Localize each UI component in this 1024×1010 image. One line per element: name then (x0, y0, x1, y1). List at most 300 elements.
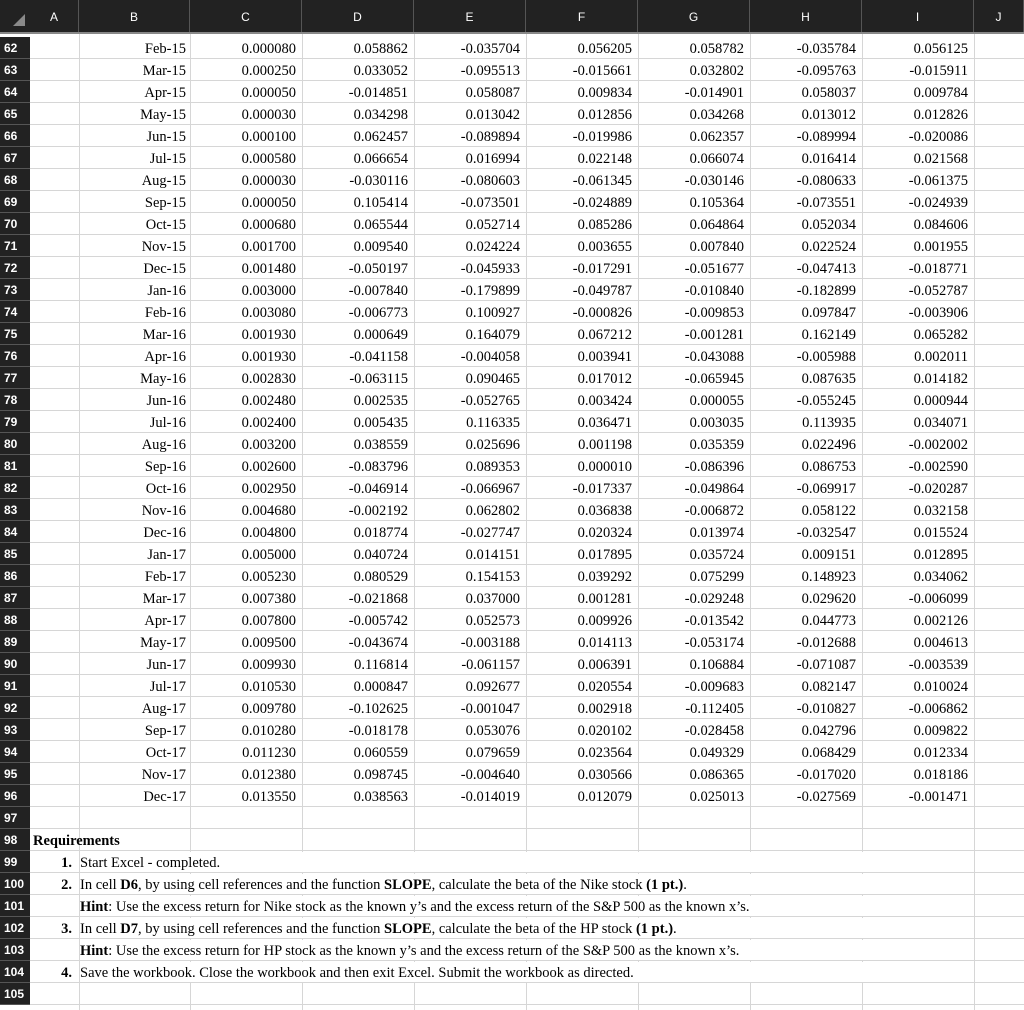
cell-sp500-return[interactable]: 0.003424 (577, 393, 632, 409)
cell-month[interactable]: Jun-16 (146, 393, 186, 409)
row-header-83[interactable]: 83 (0, 499, 30, 521)
cell-hp-return[interactable]: 0.052573 (465, 613, 520, 629)
cell-rf-rate[interactable]: 0.002480 (241, 393, 296, 409)
cell-rf-rate[interactable]: 0.002830 (241, 371, 296, 387)
cell-hp-return[interactable]: 0.024224 (465, 239, 520, 255)
column-header-i[interactable]: I (862, 0, 974, 32)
cell-rf-rate[interactable]: 0.002950 (241, 481, 296, 497)
cell-hp-excess[interactable]: -0.069917 (796, 481, 856, 497)
cell-rf-rate[interactable]: 0.004680 (241, 503, 296, 519)
cell-sp500-return[interactable]: -0.024889 (572, 195, 632, 211)
cell-nike-excess[interactable]: 0.066074 (689, 151, 744, 167)
cell-hp-excess[interactable]: 0.097847 (801, 305, 856, 321)
cell-hp-excess[interactable]: 0.013012 (801, 107, 856, 123)
cell-hp-excess[interactable]: 0.086753 (801, 459, 856, 475)
cell-sp500-return[interactable]: 0.003655 (577, 239, 632, 255)
cell-sp500-excess[interactable]: 0.004613 (913, 635, 968, 651)
cell-nike-excess[interactable]: 0.105364 (689, 195, 744, 211)
cell-nike-return[interactable]: -0.046914 (348, 481, 408, 497)
cell-hp-excess[interactable]: -0.047413 (796, 261, 856, 277)
cell-nike-return[interactable]: -0.021868 (348, 591, 408, 607)
row-header-98[interactable]: 98 (0, 829, 30, 851)
cell-nike-excess[interactable]: 0.025013 (689, 789, 744, 805)
cell-nike-excess[interactable]: 0.035359 (689, 437, 744, 453)
column-header-e[interactable]: E (414, 0, 526, 32)
cell-sp500-return[interactable]: 0.085286 (577, 217, 632, 233)
cell-hp-return[interactable]: 0.014151 (465, 547, 520, 563)
cell-hp-excess[interactable]: 0.113935 (802, 415, 856, 431)
cell-sp500-return[interactable]: 0.022148 (577, 151, 632, 167)
cell-sp500-return[interactable]: -0.049787 (572, 283, 632, 299)
cell-sp500-return[interactable]: 0.000010 (577, 459, 632, 475)
cell-rf-rate[interactable]: 0.000050 (241, 85, 296, 101)
cell-sp500-return[interactable]: 0.017012 (577, 371, 632, 387)
cell-rf-rate[interactable]: 0.001480 (241, 261, 296, 277)
cell-nike-return[interactable]: 0.033052 (353, 63, 408, 79)
cell-sp500-excess[interactable]: -0.002002 (908, 437, 968, 453)
cell-sp500-return[interactable]: 0.001198 (578, 437, 632, 453)
cell-hp-excess[interactable]: 0.082147 (801, 679, 856, 695)
row-header-103[interactable]: 103 (0, 939, 30, 961)
cell-hp-return[interactable]: -0.080603 (460, 173, 520, 189)
cell-month[interactable]: Jul-17 (149, 679, 186, 695)
cell-nike-excess[interactable]: -0.028458 (684, 723, 744, 739)
cell-hp-return[interactable]: 0.164079 (465, 327, 520, 343)
cell-hp-excess[interactable]: 0.068429 (801, 745, 856, 761)
cell-sp500-return[interactable]: -0.061345 (572, 173, 632, 189)
cell-sp500-excess[interactable]: 0.056125 (913, 41, 968, 57)
cell-hp-return[interactable]: 0.037000 (465, 591, 520, 607)
row-header-105[interactable]: 105 (0, 983, 30, 1005)
row-header-73[interactable]: 73 (0, 279, 30, 301)
cell-hp-excess[interactable]: -0.095763 (796, 63, 856, 79)
cell-sp500-excess[interactable]: 0.021568 (913, 151, 968, 167)
cell-nike-excess[interactable]: -0.049864 (684, 481, 744, 497)
cell-hp-return[interactable]: -0.004058 (460, 349, 520, 365)
row-header-97[interactable]: 97 (0, 807, 30, 829)
cell-sp500-excess[interactable]: -0.006099 (908, 591, 968, 607)
cell-nike-return[interactable]: 0.018774 (353, 525, 408, 541)
cell-nike-return[interactable]: -0.014851 (348, 85, 408, 101)
row-header-91[interactable]: 91 (0, 675, 30, 697)
cell-rf-rate[interactable]: 0.002400 (241, 415, 296, 431)
cell-rf-rate[interactable]: 0.000100 (241, 129, 296, 145)
cell-sp500-return[interactable]: 0.009834 (577, 85, 632, 101)
cell-nike-excess[interactable]: -0.053174 (684, 635, 744, 651)
cell-sp500-return[interactable]: 0.009926 (577, 613, 632, 629)
column-header-g[interactable]: G (638, 0, 750, 32)
cell-rf-rate[interactable]: 0.007800 (241, 613, 296, 629)
cell-rf-rate[interactable]: 0.001930 (241, 327, 296, 343)
row-header-88[interactable]: 88 (0, 609, 30, 631)
cell-nike-excess[interactable]: -0.006872 (684, 503, 744, 519)
cell-nike-return[interactable]: 0.034298 (353, 107, 408, 123)
cell-month[interactable]: Mar-16 (142, 327, 186, 343)
cell-sp500-excess[interactable]: -0.003539 (908, 657, 968, 673)
cell-sp500-excess[interactable]: -0.020287 (908, 481, 968, 497)
cell-nike-return[interactable]: -0.006773 (348, 305, 408, 321)
cell-rf-rate[interactable]: 0.009930 (241, 657, 296, 673)
cell-nike-return[interactable]: 0.062457 (353, 129, 408, 145)
cell-sp500-excess[interactable]: 0.012895 (913, 547, 968, 563)
cell-sp500-return[interactable]: 0.020324 (577, 525, 632, 541)
cell-month[interactable]: Feb-17 (144, 569, 186, 585)
cell-month[interactable]: Mar-15 (142, 63, 186, 79)
cell-month[interactable]: Jun-17 (146, 657, 186, 673)
cell-month[interactable]: May-15 (140, 107, 186, 123)
cell-nike-excess[interactable]: 0.035724 (689, 547, 744, 563)
cell-nike-return[interactable]: -0.063115 (349, 371, 408, 387)
cell-nike-excess[interactable]: 0.064864 (689, 217, 744, 233)
cell-nike-excess[interactable]: -0.112405 (685, 701, 744, 717)
cell-nike-return[interactable]: 0.002535 (353, 393, 408, 409)
cell-sp500-excess[interactable]: -0.003906 (908, 305, 968, 321)
cell-nike-excess[interactable]: -0.010840 (684, 283, 744, 299)
column-header-f[interactable]: F (526, 0, 638, 32)
cell-nike-excess[interactable]: 0.007840 (689, 239, 744, 255)
cell-nike-return[interactable]: -0.018178 (348, 723, 408, 739)
cell-rf-rate[interactable]: 0.005000 (241, 547, 296, 563)
cell-nike-return[interactable]: 0.038563 (353, 789, 408, 805)
cell-rf-rate[interactable]: 0.010280 (241, 723, 296, 739)
cell-sp500-return[interactable]: -0.015661 (572, 63, 632, 79)
cell-rf-rate[interactable]: 0.000680 (241, 217, 296, 233)
cell-rf-rate[interactable]: 0.003000 (241, 283, 296, 299)
cell-month[interactable]: Dec-16 (143, 525, 186, 541)
cell-hp-return[interactable]: -0.014019 (460, 789, 520, 805)
cell-hp-excess[interactable]: 0.022496 (801, 437, 856, 453)
row-header-79[interactable]: 79 (0, 411, 30, 433)
cell-hp-excess[interactable]: 0.058122 (801, 503, 856, 519)
column-header-d[interactable]: D (302, 0, 414, 32)
row-header-76[interactable]: 76 (0, 345, 30, 367)
column-header-a[interactable]: A (30, 0, 79, 32)
cell-nike-return[interactable]: 0.098745 (353, 767, 408, 783)
cell-month[interactable]: May-16 (140, 371, 186, 387)
cell-hp-return[interactable]: 0.013042 (465, 107, 520, 123)
cell-month[interactable]: Oct-15 (145, 217, 186, 233)
cell-hp-excess[interactable]: -0.032547 (796, 525, 856, 541)
cell-sp500-excess[interactable]: 0.014182 (913, 371, 968, 387)
cell-nike-excess[interactable]: 0.075299 (689, 569, 744, 585)
cell-nike-excess[interactable]: -0.043088 (684, 349, 744, 365)
cell-rf-rate[interactable]: 0.000080 (241, 41, 296, 57)
cell-hp-excess[interactable]: -0.017020 (796, 767, 856, 783)
cell-sp500-excess[interactable]: 0.034071 (913, 415, 968, 431)
cell-nike-excess[interactable]: -0.013542 (684, 613, 744, 629)
cell-sp500-return[interactable]: 0.002918 (577, 701, 632, 717)
cell-sp500-excess[interactable]: -0.061375 (908, 173, 968, 189)
cell-hp-excess[interactable]: 0.052034 (801, 217, 856, 233)
cell-nike-return[interactable]: 0.116814 (354, 657, 408, 673)
cell-hp-return[interactable]: -0.003188 (460, 635, 520, 651)
row-header-94[interactable]: 94 (0, 741, 30, 763)
cell-hp-excess[interactable]: 0.044773 (801, 613, 856, 629)
cell-sp500-return[interactable]: 0.003941 (577, 349, 632, 365)
cell-month[interactable]: Dec-17 (143, 789, 186, 805)
cell-rf-rate[interactable]: 0.012380 (241, 767, 296, 783)
cell-rf-rate[interactable]: 0.000580 (241, 151, 296, 167)
cell-sp500-return[interactable]: 0.014113 (578, 635, 632, 651)
cell-nike-excess[interactable]: 0.106884 (689, 657, 744, 673)
cell-month[interactable]: Dec-15 (143, 261, 186, 277)
cell-sp500-return[interactable]: 0.020102 (577, 723, 632, 739)
cell-sp500-excess[interactable]: 0.009822 (913, 723, 968, 739)
cell-hp-return[interactable]: -0.004640 (460, 767, 520, 783)
cell-sp500-excess[interactable]: 0.001955 (913, 239, 968, 255)
cell-month[interactable]: Nov-17 (141, 767, 186, 783)
cell-nike-return[interactable]: -0.041158 (349, 349, 408, 365)
cell-hp-excess[interactable]: -0.055245 (796, 393, 856, 409)
cell-sp500-excess[interactable]: 0.002126 (913, 613, 968, 629)
row-header-87[interactable]: 87 (0, 587, 30, 609)
cell-month[interactable]: Sep-15 (144, 195, 186, 211)
cell-sp500-excess[interactable]: -0.002590 (908, 459, 968, 475)
cell-month[interactable]: Apr-17 (144, 613, 186, 629)
cell-sp500-excess[interactable]: -0.015911 (909, 63, 968, 79)
row-header-100[interactable]: 100 (0, 873, 30, 895)
cell-nike-return[interactable]: 0.105414 (353, 195, 408, 211)
row-header-104[interactable]: 104 (0, 961, 30, 983)
cell-sp500-excess[interactable]: -0.052787 (908, 283, 968, 299)
cell-sp500-excess[interactable]: -0.018771 (908, 261, 968, 277)
cell-hp-excess[interactable]: -0.080633 (796, 173, 856, 189)
row-header-86[interactable]: 86 (0, 565, 30, 587)
cell-hp-return[interactable]: 0.090465 (465, 371, 520, 387)
cell-sp500-excess[interactable]: 0.015524 (913, 525, 968, 541)
cell-hp-return[interactable]: -0.066967 (460, 481, 520, 497)
cell-hp-return[interactable]: 0.025696 (465, 437, 520, 453)
cell-month[interactable]: Jun-15 (146, 129, 186, 145)
cell-hp-excess[interactable]: 0.162149 (801, 327, 856, 343)
cell-rf-rate[interactable]: 0.005230 (241, 569, 296, 585)
cell-nike-return[interactable]: -0.050197 (348, 261, 408, 277)
cell-hp-return[interactable]: 0.062802 (465, 503, 520, 519)
cell-month[interactable]: Aug-16 (141, 437, 186, 453)
cell-sp500-excess[interactable]: 0.034062 (913, 569, 968, 585)
cell-nike-return[interactable]: 0.038559 (353, 437, 408, 453)
cell-sp500-excess[interactable]: 0.000944 (913, 393, 968, 409)
cell-hp-return[interactable]: -0.045933 (460, 261, 520, 277)
cell-nike-excess[interactable]: 0.013974 (689, 525, 744, 541)
row-header-80[interactable]: 80 (0, 433, 30, 455)
cell-sp500-return[interactable]: -0.019986 (572, 129, 632, 145)
row-header-64[interactable]: 64 (0, 81, 30, 103)
cell-sp500-return[interactable]: 0.036471 (577, 415, 632, 431)
cell-nike-return[interactable]: -0.030116 (349, 173, 408, 189)
cell-rf-rate[interactable]: 0.000050 (241, 195, 296, 211)
cell-nike-return[interactable]: 0.060559 (353, 745, 408, 761)
cell-hp-excess[interactable]: -0.089994 (796, 129, 856, 145)
row-header-71[interactable]: 71 (0, 235, 30, 257)
cell-hp-return[interactable]: 0.092677 (465, 679, 520, 695)
cell-nike-return[interactable]: -0.007840 (348, 283, 408, 299)
cell-sp500-excess[interactable]: -0.006862 (908, 701, 968, 717)
cell-hp-return[interactable]: 0.089353 (465, 459, 520, 475)
cell-nike-excess[interactable]: 0.032802 (689, 63, 744, 79)
cell-nike-return[interactable]: -0.005742 (348, 613, 408, 629)
cell-nike-excess[interactable]: 0.049329 (689, 745, 744, 761)
column-header-h[interactable]: H (750, 0, 862, 32)
row-header-99[interactable]: 99 (0, 851, 30, 873)
row-header-69[interactable]: 69 (0, 191, 30, 213)
row-header-82[interactable]: 82 (0, 477, 30, 499)
cell-sp500-excess[interactable]: 0.012826 (913, 107, 968, 123)
cell-sp500-excess[interactable]: 0.018186 (913, 767, 968, 783)
cell-month[interactable]: Aug-17 (141, 701, 186, 717)
cell-nike-excess[interactable]: -0.009853 (684, 305, 744, 321)
cell-hp-excess[interactable]: 0.029620 (801, 591, 856, 607)
cell-rf-rate[interactable]: 0.010530 (241, 679, 296, 695)
cell-nike-excess[interactable]: 0.000055 (689, 393, 744, 409)
cell-month[interactable]: Apr-15 (144, 85, 186, 101)
cell-hp-excess[interactable]: 0.009151 (801, 547, 856, 563)
cell-sp500-return[interactable]: 0.006391 (577, 657, 632, 673)
cell-rf-rate[interactable]: 0.011230 (242, 745, 296, 761)
cell-month[interactable]: Jan-16 (147, 283, 186, 299)
cell-nike-excess[interactable]: 0.003035 (689, 415, 744, 431)
cell-hp-return[interactable]: 0.154153 (465, 569, 520, 585)
row-header-93[interactable]: 93 (0, 719, 30, 741)
cell-hp-return[interactable]: -0.027747 (460, 525, 520, 541)
cell-nike-excess[interactable]: -0.014901 (684, 85, 744, 101)
cell-month[interactable]: Aug-15 (141, 173, 186, 189)
cell-hp-return[interactable]: -0.179899 (460, 283, 520, 299)
cell-hp-return[interactable]: 0.053076 (465, 723, 520, 739)
cell-rf-rate[interactable]: 0.000250 (241, 63, 296, 79)
cell-sp500-excess[interactable]: -0.020086 (908, 129, 968, 145)
cell-rf-rate[interactable]: 0.013550 (241, 789, 296, 805)
cell-hp-return[interactable]: -0.095513 (460, 63, 520, 79)
cell-rf-rate[interactable]: 0.009780 (241, 701, 296, 717)
cell-hp-excess[interactable]: -0.182899 (796, 283, 856, 299)
cell-nike-excess[interactable]: -0.051677 (684, 261, 744, 277)
cell-nike-return[interactable]: -0.043674 (348, 635, 408, 651)
cell-hp-excess[interactable]: -0.027569 (796, 789, 856, 805)
cell-sp500-excess[interactable]: -0.001471 (908, 789, 968, 805)
cell-nike-excess[interactable]: 0.086365 (689, 767, 744, 783)
cell-nike-excess[interactable]: -0.029248 (684, 591, 744, 607)
row-header-101[interactable]: 101 (0, 895, 30, 917)
row-header-70[interactable]: 70 (0, 213, 30, 235)
cell-hp-excess[interactable]: -0.073551 (796, 195, 856, 211)
cell-rf-rate[interactable]: 0.000030 (241, 173, 296, 189)
cell-nike-excess[interactable]: 0.062357 (689, 129, 744, 145)
cell-sp500-return[interactable]: 0.030566 (577, 767, 632, 783)
column-header-j[interactable]: J (974, 0, 1024, 32)
cell-month[interactable]: Jan-17 (147, 547, 186, 563)
cell-hp-return[interactable]: -0.089894 (460, 129, 520, 145)
cell-rf-rate[interactable]: 0.002600 (241, 459, 296, 475)
row-header-66[interactable]: 66 (0, 125, 30, 147)
cell-sp500-excess[interactable]: 0.032158 (913, 503, 968, 519)
cell-sp500-excess[interactable]: 0.010024 (913, 679, 968, 695)
cell-month[interactable]: Feb-15 (144, 41, 186, 57)
cell-rf-rate[interactable]: 0.004800 (241, 525, 296, 541)
cell-month[interactable]: Sep-17 (144, 723, 186, 739)
cell-sp500-excess[interactable]: 0.002011 (914, 349, 968, 365)
row-header-72[interactable]: 72 (0, 257, 30, 279)
row-header-90[interactable]: 90 (0, 653, 30, 675)
column-header-b[interactable]: B (79, 0, 190, 32)
cell-hp-return[interactable]: -0.061157 (461, 657, 520, 673)
cell-month[interactable]: Sep-16 (144, 459, 186, 475)
cell-sp500-return[interactable]: -0.000826 (572, 305, 632, 321)
cell-nike-excess[interactable]: -0.001281 (684, 327, 744, 343)
row-header-63[interactable]: 63 (0, 59, 30, 81)
cell-sp500-return[interactable]: 0.067212 (577, 327, 632, 343)
cell-hp-excess[interactable]: -0.012688 (796, 635, 856, 651)
cell-hp-return[interactable]: 0.016994 (465, 151, 520, 167)
cell-month[interactable]: Oct-16 (145, 481, 186, 497)
cell-hp-excess[interactable]: 0.042796 (801, 723, 856, 739)
cell-hp-return[interactable]: 0.116335 (466, 415, 520, 431)
row-header-89[interactable]: 89 (0, 631, 30, 653)
cell-hp-return[interactable]: -0.001047 (460, 701, 520, 717)
cell-nike-return[interactable]: 0.058862 (353, 41, 408, 57)
cell-hp-excess[interactable]: 0.058037 (801, 85, 856, 101)
cell-sp500-excess[interactable]: 0.012334 (913, 745, 968, 761)
cell-sp500-excess[interactable]: -0.024939 (908, 195, 968, 211)
cell-sp500-return[interactable]: 0.017895 (577, 547, 632, 563)
cell-sp500-excess[interactable]: 0.084606 (913, 217, 968, 233)
cell-hp-return[interactable]: 0.052714 (465, 217, 520, 233)
row-header-74[interactable]: 74 (0, 301, 30, 323)
cell-hp-excess[interactable]: -0.035784 (796, 41, 856, 57)
row-header-81[interactable]: 81 (0, 455, 30, 477)
select-all-corner[interactable] (0, 0, 30, 32)
cell-nike-return[interactable]: 0.065544 (353, 217, 408, 233)
row-header-65[interactable]: 65 (0, 103, 30, 125)
cell-sp500-excess[interactable]: 0.065282 (913, 327, 968, 343)
cell-hp-return[interactable]: 0.100927 (465, 305, 520, 321)
cell-sp500-return[interactable]: 0.012079 (577, 789, 632, 805)
row-header-92[interactable]: 92 (0, 697, 30, 719)
cell-sp500-return[interactable]: 0.023564 (577, 745, 632, 761)
cell-sp500-excess[interactable]: 0.009784 (913, 85, 968, 101)
row-header-85[interactable]: 85 (0, 543, 30, 565)
cell-nike-return[interactable]: 0.000847 (353, 679, 408, 695)
cell-nike-return[interactable]: 0.080529 (353, 569, 408, 585)
row-header-77[interactable]: 77 (0, 367, 30, 389)
column-header-c[interactable]: C (190, 0, 302, 32)
cell-hp-return[interactable]: 0.079659 (465, 745, 520, 761)
row-header-78[interactable]: 78 (0, 389, 30, 411)
cell-nike-return[interactable]: 0.040724 (353, 547, 408, 563)
cell-month[interactable]: Nov-16 (141, 503, 186, 519)
row-header-62[interactable]: 62 (0, 37, 30, 59)
cell-hp-excess[interactable]: -0.071087 (796, 657, 856, 673)
cell-sp500-return[interactable]: 0.039292 (577, 569, 632, 585)
cell-rf-rate[interactable]: 0.001930 (241, 349, 296, 365)
cell-hp-return[interactable]: 0.058087 (465, 85, 520, 101)
cell-hp-excess[interactable]: 0.022524 (801, 239, 856, 255)
cell-nike-return[interactable]: -0.083796 (348, 459, 408, 475)
cell-hp-excess[interactable]: 0.087635 (801, 371, 856, 387)
cell-rf-rate[interactable]: 0.001700 (241, 239, 296, 255)
cell-hp-excess[interactable]: -0.010827 (796, 701, 856, 717)
cell-sp500-return[interactable]: 0.012856 (577, 107, 632, 123)
row-header-96[interactable]: 96 (0, 785, 30, 807)
cell-rf-rate[interactable]: 0.000030 (241, 107, 296, 123)
cell-sp500-return[interactable]: -0.017291 (572, 261, 632, 277)
row-header-67[interactable]: 67 (0, 147, 30, 169)
cell-sp500-return[interactable]: 0.036838 (577, 503, 632, 519)
cell-hp-return[interactable]: -0.052765 (460, 393, 520, 409)
cell-rf-rate[interactable]: 0.003080 (241, 305, 296, 321)
cell-hp-excess[interactable]: -0.005988 (796, 349, 856, 365)
row-header-102[interactable]: 102 (0, 917, 30, 939)
